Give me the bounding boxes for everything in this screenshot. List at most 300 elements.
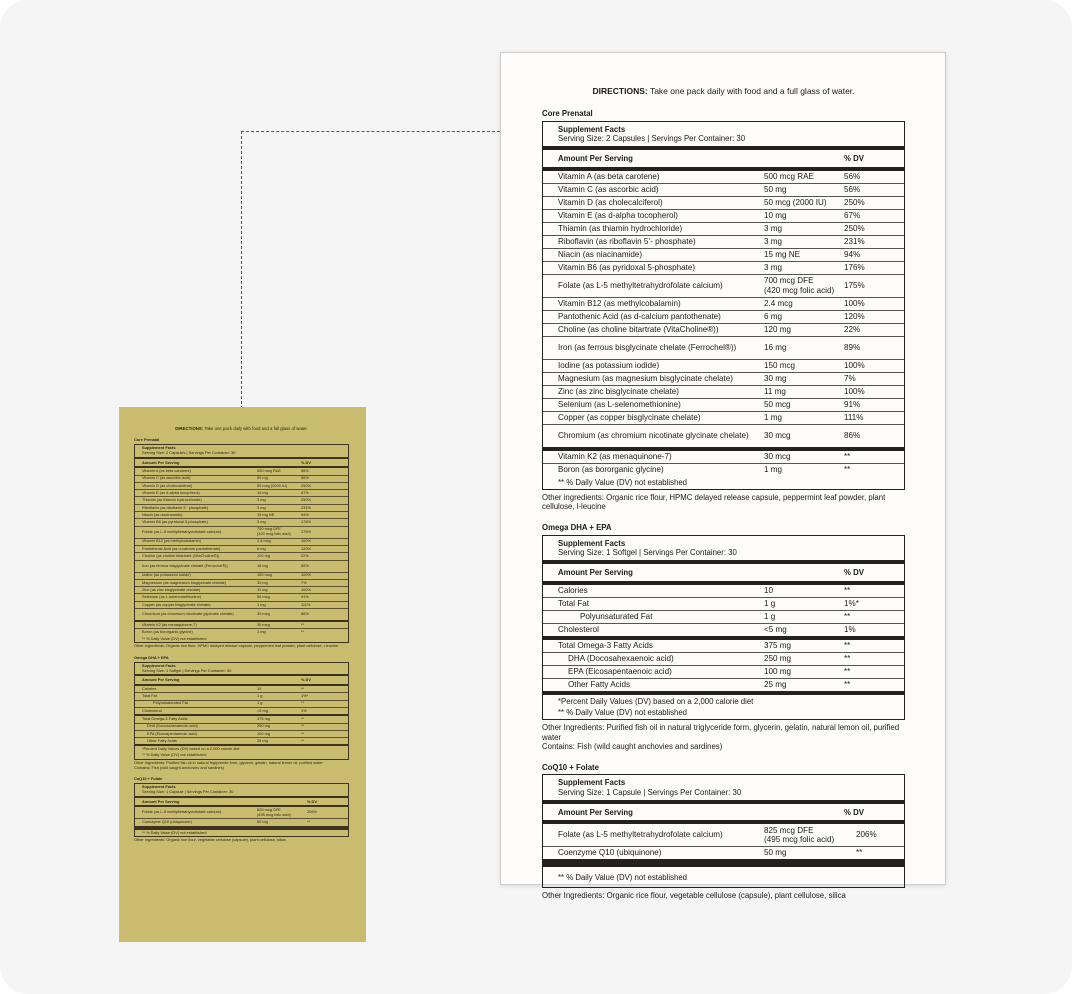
amount-header: Amount Per Serving — [558, 807, 633, 817]
nutrient-amount: 50 mcg (2000 IU) — [257, 482, 288, 488]
nutrient-amount: 250 mg — [764, 653, 791, 663]
nutrient-name: Polyunsaturated Fat — [153, 700, 188, 706]
nutrient-name: Vitamin B6 (as pyridoxal 5-phosphate) — [558, 262, 696, 272]
nutrient-amount: 16 mg — [257, 562, 268, 568]
nutrient-dv: 120% — [844, 311, 865, 321]
nutrient-amount: 100 mg — [257, 730, 270, 736]
nutrient-amount: 700 mcg DFE (420 mcg folic acid) — [257, 526, 291, 537]
nutrient-name: Vitamin K2 (as menaquinone-7) — [558, 451, 672, 461]
coq-note: ** % Daily Value (DV) not established — [543, 863, 904, 886]
nutrient-amount: 825 mcg DFE (495 mcg folic acid) — [764, 825, 835, 845]
core-rows — [135, 468, 348, 635]
nutrient-dv: 7% — [301, 579, 307, 585]
nutrient-row — [543, 412, 904, 425]
nutrient-name: Niacin (as niacinamide) — [558, 249, 643, 259]
nutrient-row — [543, 236, 904, 249]
core-prenatal-title: Core Prenatal — [134, 437, 160, 443]
omega-rows — [543, 585, 904, 691]
serving-info: Serving Size: 1 Softgel | Servings Per Container: 30 — [142, 667, 232, 673]
facts-title: Supplement Facts — [558, 538, 626, 548]
nutrient-row — [543, 611, 904, 624]
omega-other-ingredients — [542, 723, 905, 741]
nutrient-amount: 375 mg — [257, 716, 270, 722]
nutrient-row — [135, 476, 348, 483]
nutrient-name: Vitamin B12 (as methylcobalamin) — [558, 298, 681, 308]
directions-text — [134, 426, 349, 431]
nutrient-name: Vitamin E (as d-alpha tocopherol) — [558, 210, 678, 220]
amount-header: Amount Per Serving — [142, 798, 180, 804]
omega-facts-panel — [134, 662, 349, 760]
nutrient-amount: 30 mcg — [257, 621, 270, 627]
nutrient-row — [543, 666, 904, 679]
nutrient-row — [543, 223, 904, 236]
nutrient-dv: ** — [301, 723, 305, 729]
nutrient-dv: 56% — [844, 171, 861, 181]
nutrient-row — [543, 653, 904, 666]
nutrient-name: Niacin (as niacinamide) — [142, 511, 183, 517]
nutrient-name: Zinc (as zinc bisglycinate chelate) — [558, 386, 680, 396]
nutrient-dv: 91% — [844, 399, 861, 409]
nutrient-name: Boron (as bororganic glycine) — [558, 464, 664, 474]
dashed-connector-line — [241, 131, 500, 409]
nutrient-dv: 100% — [844, 298, 865, 308]
nutrient-amount: 10 mg — [257, 489, 268, 495]
nutrient-row — [543, 275, 904, 298]
nutrient-name: Vitamin C (as ascorbic acid) — [558, 184, 659, 194]
nutrient-dv: 56% — [301, 468, 309, 474]
nutrient-dv: 91% — [301, 594, 309, 600]
nutrient-name: Choline (as choline bitartrate (VitaCholine®)) — [558, 324, 719, 334]
nutrient-dv: 206% — [307, 809, 317, 815]
nutrient-name: Coenzyme Q10 (ubiquinone) — [142, 819, 192, 825]
nutrient-dv: 86% — [844, 430, 861, 440]
nutrient-name: Iodine (as potassium iodide) — [558, 360, 660, 370]
amount-header: Amount Per Serving — [558, 568, 633, 578]
nutrient-name: Iron (as ferrous bisglycinate chelate (Ferrochel®)) — [142, 562, 228, 568]
nutrient-name: Copper (as copper bisglycinate chelate) — [558, 412, 701, 422]
nutrient-row — [543, 171, 904, 184]
serving-info: Serving Size: 1 Capsule | Servings Per Container: 30 — [558, 787, 742, 797]
nutrient-amount: 375 mg — [764, 640, 791, 650]
serving-info: Serving Size: 1 Capsule | Servings Per Container: 30 — [142, 788, 234, 794]
nutrient-dv: ** — [844, 653, 851, 663]
nutrient-amount: 11 mg — [764, 386, 786, 396]
nutrient-name: Total Fat — [558, 598, 590, 608]
nutrient-row — [543, 425, 904, 451]
nutrient-row — [543, 399, 904, 412]
nutrient-amount: 50 mcg — [257, 594, 270, 600]
nutrient-row — [135, 497, 348, 504]
nutrient-amount: 30 mcg — [764, 430, 791, 440]
nutrient-row — [543, 262, 904, 275]
nutrient-name: Total Omega-3 Fatty Acids — [142, 716, 188, 722]
omega-note-dv: ** % Daily Value (DV) not established — [558, 708, 687, 717]
omega-contains: Contains: Fish (wild caught anchovies and sardines) — [542, 741, 723, 751]
nutrient-amount: 3 mg — [764, 236, 782, 246]
nutrient-name: Magnesium (as magnesium bisglycinate chelate) — [558, 373, 733, 383]
nutrient-name: Iron (as ferrous bisglycinate chelate (Ferrochel®)) — [558, 342, 737, 352]
nutrient-name: Other Fatty Acids — [147, 737, 177, 743]
nutrient-amount: 1 mg — [257, 629, 266, 635]
column-header — [543, 150, 904, 170]
nutrient-row — [543, 386, 904, 399]
nutrient-dv: ** — [844, 679, 851, 689]
serving-info: Serving Size: 2 Capsules | Servings Per Container: 30 — [558, 133, 746, 143]
serving-info: Serving Size: 2 Capsules | Servings Per Container: 30 — [142, 449, 236, 455]
nutrient-amount: 2.4 mcg — [257, 538, 271, 544]
directions-label: DIRECTIONS: — [175, 426, 204, 431]
nutrient-row — [543, 311, 904, 324]
nutrient-dv: 100% — [844, 386, 865, 396]
nutrient-name: Vitamin B6 (as pyridoxal 5-phosphate) — [142, 519, 208, 525]
nutrient-amount: 10 — [257, 685, 262, 691]
omega-facts-panel — [542, 535, 905, 721]
facts-header — [543, 122, 904, 151]
facts-header — [135, 663, 348, 677]
nutrient-amount: 1 g — [764, 611, 776, 621]
nutrient-amount: 1 mg — [764, 412, 782, 422]
nutrient-dv: 250% — [844, 197, 865, 207]
column-header — [135, 676, 348, 686]
nutrient-dv: ** — [301, 730, 305, 736]
nutrient-name: Vitamin D (as cholecalciferol) — [142, 482, 193, 488]
nutrient-dv: 7% — [844, 373, 856, 383]
core-other-ingredients: Other ingredients: Organic rice flour, HPMC delayed release capsule, peppermint leaf powder, plant cellulose, l-leucine — [542, 492, 886, 512]
nutrient-row — [135, 708, 348, 716]
nutrient-name: Zinc (as zinc bisglycinate chelate) — [142, 586, 201, 592]
nutrient-dv: ** — [301, 737, 305, 743]
nutrient-dv: 176% — [844, 262, 865, 272]
nutrient-amount: 1 mg — [764, 464, 782, 474]
nutrient-name: Cholesterol — [558, 624, 599, 634]
nutrient-dv: ** — [301, 621, 305, 627]
nutrient-dv: 250% — [301, 497, 311, 503]
nutrient-amount: <5 mg — [257, 707, 268, 713]
nutrient-name: EPA (Eicosapentaenoic acid) — [568, 666, 672, 676]
nutrient-dv: 100% — [301, 586, 311, 592]
nutrient-amount: 11 mg — [257, 586, 268, 592]
nutrient-amount: 25 mg — [764, 679, 787, 689]
core-prenatal-title: Core Prenatal — [542, 109, 593, 119]
column-header — [543, 804, 904, 824]
nutrient-amount: 100 mg — [764, 666, 791, 676]
nutrient-dv: 206% — [856, 830, 877, 840]
nutrient-row — [543, 679, 904, 691]
zoomed-label-panel — [500, 52, 946, 900]
nutrient-name: Vitamin C (as ascorbic acid) — [142, 475, 191, 481]
coq-facts-panel — [134, 783, 349, 837]
nutrient-amount: <5 mg — [764, 624, 787, 634]
nutrient-amount: 6 mg — [764, 311, 782, 321]
nutrient-row — [135, 527, 348, 539]
nutrient-dv: ** — [856, 848, 863, 858]
nutrient-dv: 22% — [301, 553, 309, 559]
nutrient-dv: 89% — [844, 342, 861, 352]
nutrient-name: Pantothenic Acid (as d-calcium pantothenate) — [558, 311, 721, 321]
nutrient-row — [135, 594, 348, 601]
nutrient-dv: 89% — [301, 562, 309, 568]
nutrient-row — [135, 609, 348, 622]
core-facts-panel — [134, 444, 349, 643]
nutrient-dv: 1%* — [844, 598, 859, 608]
nutrient-amount: 10 — [764, 585, 774, 595]
nutrient-row — [543, 640, 904, 653]
nutrient-name: Vitamin K2 (as menaquinone-7) — [142, 621, 197, 627]
nutrient-name: Selenium (as L-selenomethionine) — [558, 399, 681, 409]
nutrient-dv: 250% — [844, 223, 865, 233]
nutrient-dv: 67% — [301, 489, 309, 495]
nutrient-row — [135, 686, 348, 693]
facts-header — [135, 445, 348, 459]
nutrient-row — [135, 505, 348, 512]
nutrient-row — [135, 602, 348, 609]
nutrient-row — [543, 184, 904, 197]
nutrient-row — [135, 553, 348, 560]
omega-title: Omega DHA + EPA — [134, 655, 169, 661]
nutrient-name: Selenium (as L-selenomethionine) — [142, 594, 202, 600]
nutrient-name: Vitamin E (as d-alpha tocopherol) — [142, 489, 200, 495]
nutrient-name: Cholesterol — [142, 707, 162, 713]
nutrient-amount: 500 mcg RAE — [257, 468, 282, 474]
dv-header: % DV — [844, 807, 864, 817]
nutrient-dv: 111% — [844, 412, 864, 422]
nutrient-name: Choline (as choline bitartrate (VitaCholine®)) — [142, 553, 220, 559]
nutrient-name: Pantothenic Acid (as d-calcium pantothenate) — [142, 545, 221, 551]
nutrient-dv: ** — [301, 700, 305, 706]
core-note: ** % Daily Value (DV) not established — [142, 635, 207, 641]
nutrient-amount: 30 mcg — [257, 611, 270, 617]
nutrient-dv: 94% — [844, 249, 861, 259]
nutrient-name: Total Fat — [142, 693, 157, 699]
nutrient-name: Calories — [142, 685, 157, 691]
nutrient-row — [135, 561, 348, 573]
nutrient-dv: 86% — [301, 611, 309, 617]
coq-rows — [543, 824, 904, 863]
coq-rows — [135, 807, 348, 827]
nutrient-dv: 100% — [301, 538, 311, 544]
nutrient-amount: 50 mg — [257, 819, 268, 825]
omega-ingredients-text: Other Ingredients: Purified fish oil in natural triglyceride form, glycerin, gelatin, natural lemon oil, purified water — [134, 759, 323, 765]
nutrient-amount: 3 mg — [257, 504, 266, 510]
core-other-ingredients: Other ingredients: Organic rice flour, HPMC delayed release capsule, peppermint leaf powder, plant cellulose, l-leucine — [134, 643, 339, 649]
core-note: ** % Daily Value (DV) not established — [558, 477, 687, 487]
omega-rows — [135, 686, 348, 744]
nutrient-dv: 100% — [844, 360, 865, 370]
dv-header: % DV — [844, 154, 864, 164]
directions-text — [542, 86, 905, 96]
facts-title: Supplement Facts — [142, 662, 176, 668]
nutrient-name: Vitamin A (as beta carotene) — [142, 468, 191, 474]
dv-header: % DV — [307, 798, 317, 804]
serving-info: Serving Size: 1 Softgel | Servings Per Container: 30 — [558, 547, 737, 557]
nutrient-name: Chromium (as chromium nicotinate glycinate chelate) — [558, 430, 749, 440]
nutrient-dv: 120% — [301, 545, 311, 551]
omega-note-percent: *Percent Daily Values (DV) based on a 2,000 calorie diet — [543, 691, 904, 708]
coq-title: CoQ10 + Folate — [542, 762, 599, 772]
facts-title: Supplement Facts — [558, 124, 626, 134]
coq-note: ** % Daily Value (DV) not established — [135, 828, 348, 837]
nutrient-name: Vitamin A (as beta carotene) — [558, 171, 660, 181]
nutrient-row — [543, 824, 904, 847]
facts-header — [135, 784, 348, 798]
omega-contains: Contains: Fish (wild caught anchovies and sardines) — [134, 764, 224, 770]
coq-other-ingredients: Other Ingredients: Organic rice flour, vegetable cellulose (capsule), plant cellulose, silica — [542, 890, 846, 900]
nutrient-name: Copper (as copper bisglycinate chelate) — [142, 601, 211, 607]
nutrient-amount: 1 g — [764, 598, 776, 608]
nutrient-dv: ** — [844, 666, 851, 676]
facts-header — [543, 775, 904, 804]
directions-label: DIRECTIONS: — [592, 86, 648, 96]
nutrient-dv: 231% — [301, 504, 311, 510]
nutrient-amount: 150 mcg — [764, 360, 796, 370]
core-facts-panel — [542, 121, 905, 490]
nutrient-name: Total Omega-3 Fatty Acids — [558, 640, 653, 650]
nutrient-name: Thiamin (as thiamin hydrochloride) — [142, 497, 202, 503]
package-thumbnail — [119, 407, 366, 942]
amount-header: Amount Per Serving — [142, 459, 180, 465]
nutrient-row — [543, 847, 904, 863]
dv-header: % DV — [301, 459, 311, 465]
nutrient-amount: 16 mg — [764, 342, 787, 352]
omega-note-percent: *Percent Daily Values (DV) based on a 2,000 calorie diet — [135, 744, 348, 753]
coq-facts-panel — [542, 774, 905, 887]
nutrient-dv: ** — [844, 585, 851, 595]
nutrient-row — [135, 539, 348, 546]
nutrient-amount: 15 mg NE — [257, 511, 275, 517]
nutrient-amount: 1 g — [257, 700, 263, 706]
nutrient-name: Vitamin B12 (as methylcobalamin) — [142, 538, 201, 544]
nutrient-name: Folate (as L-5 methyltetrahydrofolate calcium) — [142, 528, 222, 534]
nutrient-amount: 50 mg — [764, 184, 787, 194]
nutrient-name: Other Fatty Acids — [568, 679, 631, 689]
nutrient-dv: 1% — [844, 624, 856, 634]
nutrient-row — [543, 197, 904, 210]
nutrient-amount: 3 mg — [764, 223, 782, 233]
nutrient-amount: 30 mg — [764, 373, 787, 383]
directions-body: Take one pack daily with food and a full glass of water. — [204, 426, 308, 431]
nutrient-row — [543, 360, 904, 373]
nutrient-dv: 1% — [301, 707, 307, 713]
nutrient-dv: ** — [301, 629, 305, 635]
nutrient-name: Riboflavin (as riboflavin 5’- phosphate) — [142, 504, 209, 510]
amount-header: Amount Per Serving — [142, 677, 180, 683]
nutrient-amount: 150 mcg — [257, 572, 272, 578]
nutrient-amount: 3 mg — [257, 519, 266, 525]
nutrient-name: Folate (as L-5 methyltetrahydrofolate calcium) — [558, 280, 723, 290]
nutrient-dv: ** — [301, 716, 305, 722]
nutrient-amount: 120 mg — [257, 553, 270, 559]
nutrient-dv: ** — [844, 451, 851, 461]
coq-title: CoQ10 + Folate — [134, 776, 163, 782]
nutrient-name: EPA (Eicosapentaenoic acid) — [147, 730, 197, 736]
nutrient-amount: 500 mcg RAE — [764, 171, 814, 181]
nutrient-dv: 22% — [844, 324, 861, 334]
nutrient-amount: 30 mcg — [764, 451, 791, 461]
nutrient-amount: 50 mg — [764, 848, 787, 858]
omega-title: Omega DHA + EPA — [542, 523, 612, 533]
nutrient-dv: ** — [844, 611, 851, 621]
nutrient-name: Thiamin (as thiamin hydrochloride) — [558, 223, 683, 233]
nutrient-dv: 231% — [844, 236, 865, 246]
nutrient-amount: 6 mg — [257, 545, 266, 551]
nutrient-amount: 15 mg NE — [764, 249, 800, 259]
nutrient-amount: 3 mg — [764, 262, 782, 272]
nutrient-dv: 175% — [844, 280, 865, 290]
dv-header: % DV — [844, 568, 864, 578]
nutrient-dv: 56% — [844, 184, 861, 194]
nutrient-row — [543, 324, 904, 337]
amount-header: Amount Per Serving — [558, 154, 633, 164]
nutrient-amount: 10 mg — [764, 210, 787, 220]
column-header — [543, 564, 904, 584]
nutrient-dv: ** — [844, 640, 851, 650]
nutrient-row — [135, 807, 348, 819]
nutrient-row — [543, 249, 904, 262]
nutrient-row — [543, 451, 904, 464]
nutrient-dv: 67% — [844, 210, 861, 220]
column-header — [135, 459, 348, 469]
nutrient-row — [135, 519, 348, 526]
nutrient-dv: 176% — [301, 519, 311, 525]
nutrient-name: Calories — [558, 585, 588, 595]
nutrient-dv: ** — [307, 819, 311, 825]
nutrient-amount: 700 mcg DFE (420 mcg folic acid) — [764, 275, 835, 295]
nutrient-amount: 3 mg — [257, 497, 266, 503]
core-rows — [543, 171, 904, 476]
nutrient-amount: 250 mg — [257, 723, 270, 729]
nutrient-row — [543, 598, 904, 611]
nutrient-amount: 2.4 mcg — [764, 298, 793, 308]
nutrient-amount: 50 mg — [257, 475, 268, 481]
facts-title: Supplement Facts — [142, 445, 176, 450]
omega-note-dv: ** % Daily Value (DV) not established — [142, 752, 207, 758]
nutrient-row — [543, 298, 904, 311]
nutrient-amount: 1 g — [257, 693, 263, 699]
nutrient-dv: 56% — [301, 475, 309, 481]
nutrient-dv: ** — [844, 464, 851, 474]
nutrient-amount: 30 mg — [257, 579, 268, 585]
column-header — [135, 798, 348, 808]
nutrient-name: Folate (as L-5 methyltetrahydrofolate calcium) — [142, 809, 222, 815]
facts-title: Supplement Facts — [558, 778, 626, 788]
nutrient-row — [135, 573, 348, 580]
nutrient-name: DHA (Docosahexaenoic acid) — [568, 653, 674, 663]
nutrient-amount: 50 mcg — [764, 399, 791, 409]
nutrient-name: Coenzyme Q10 (ubiquinone) — [558, 848, 662, 858]
nutrient-row — [543, 585, 904, 598]
coq-other-ingredients: Other Ingredients: Organic rice flour, vegetable cellulose (capsule), plant cellulose, silica — [134, 837, 286, 843]
nutrient-amount: 25 mg — [257, 737, 268, 743]
facts-title: Supplement Facts — [142, 783, 176, 789]
nutrient-amount: 50 mcg (2000 IU) — [764, 197, 827, 207]
nutrient-amount: 120 mg — [764, 324, 791, 334]
nutrient-name: Chromium (as chromium nicotinate glycinate chelate) — [142, 611, 234, 617]
nutrient-amount: 825 mcg DFE (495 mcg folic acid) — [257, 807, 291, 817]
nutrient-dv: 111% — [301, 601, 311, 607]
nutrient-row — [135, 819, 348, 827]
nutrient-dv: 100% — [301, 572, 311, 578]
nutrient-name: Riboflavin (as riboflavin 5’- phosphate) — [558, 236, 696, 246]
nutrient-name: Boron (as bororganic glycine) — [142, 629, 193, 635]
nutrient-name: Folate (as L-5 methyltetrahydrofolate calcium) — [558, 830, 723, 840]
nutrient-row — [543, 624, 904, 640]
facts-header — [543, 536, 904, 565]
nutrient-row — [543, 210, 904, 223]
omega-ingredients-text: Other Ingredients: Purified fish oil in natural triglyceride form, glycerin, gelatin, natural lemon oil, purified water — [542, 723, 900, 742]
nutrient-name: Vitamin D (as cholecalciferol) — [558, 197, 663, 207]
nutrient-name: Polyunsaturated Fat — [580, 611, 653, 621]
dv-header: % DV — [301, 677, 311, 683]
